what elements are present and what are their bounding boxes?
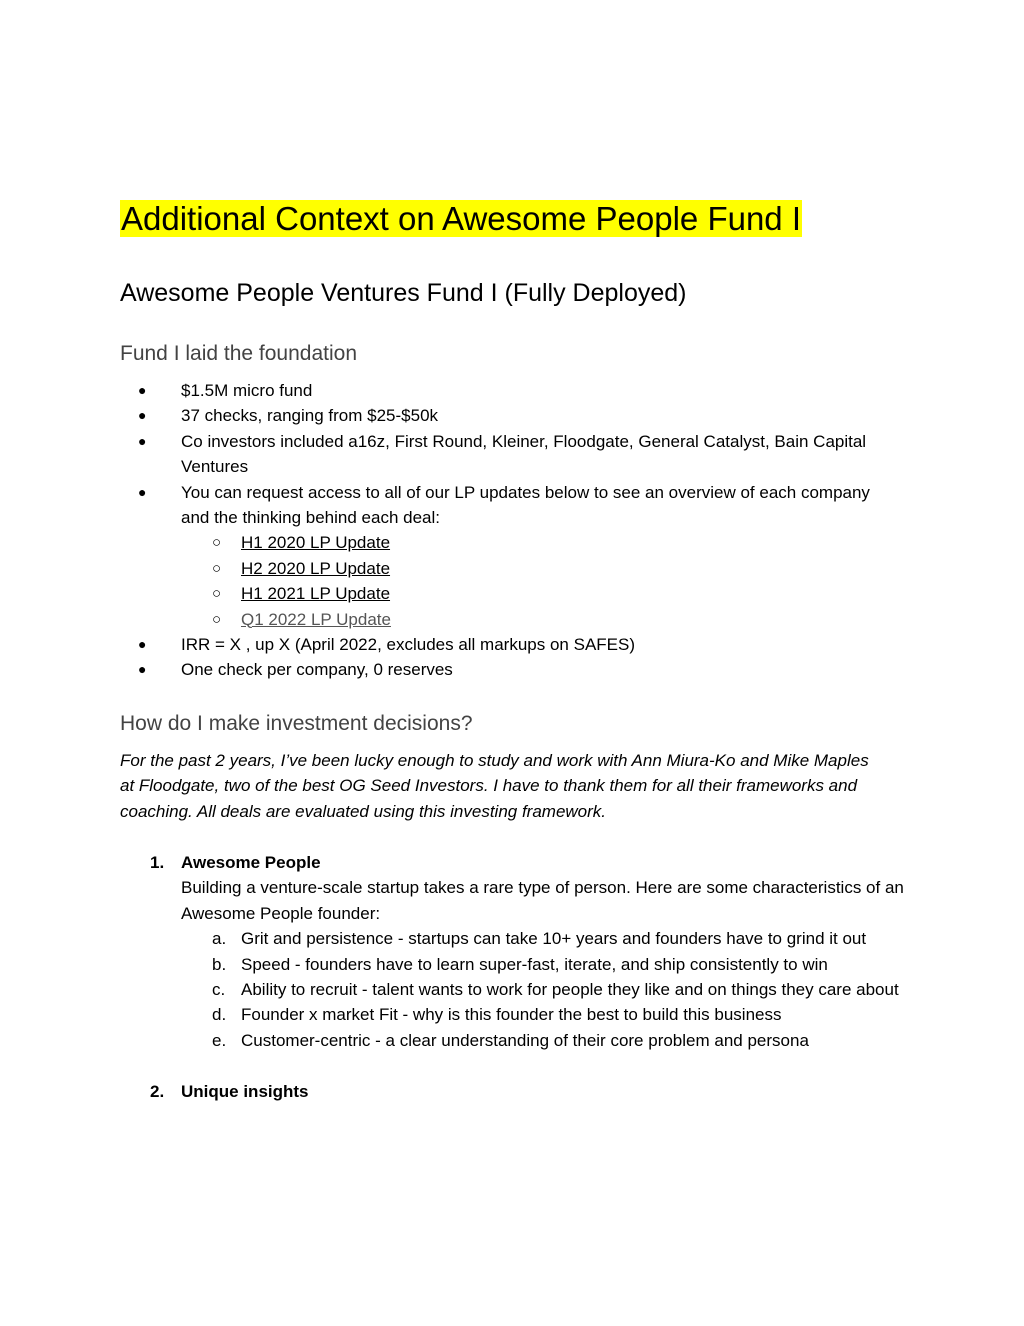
lp-update-item — [181, 607, 900, 632]
lp-update-item — [181, 556, 900, 581]
characteristic-item: c. Ability to recruit - talent wants to work for people they like and on things they care about — [181, 977, 910, 1002]
circle-bullet-icon: ○ — [212, 534, 222, 552]
document-title — [120, 197, 802, 241]
list-number: 2. — [150, 1081, 165, 1101]
list-letter: e. — [212, 1030, 227, 1050]
framework-item-description: Building a venture-scale startup takes a rare type of person. Here are some characteristics of an Awesome People founder: — [181, 878, 904, 923]
bullet-item: ● You can request access to all of our LP updates below to see an overview of each company and the thinking behind each deal: ○ H1 2020 LP Update ○ H2 2020 LP Update ○ H1 2021 LP Update ○ Q1 2022 LP Update — [120, 480, 900, 632]
bullet-item: ● Co investors included a16z, First Round, Kleiner, Floodgate, General Catalyst, Bain Capital Ventures — [120, 429, 900, 480]
list-letter: c. — [212, 980, 226, 1000]
framework-item-awesome-people — [120, 850, 910, 1053]
bullet-item: ● $1.5M micro fund — [120, 378, 900, 403]
bullet-item: ● 37 checks, ranging from $25-$50k — [120, 403, 900, 428]
bullet-dot-icon: ● — [138, 636, 147, 653]
bullet-dot-icon: ● — [138, 483, 147, 500]
characteristic-item: b. Speed - founders have to learn super-fast, iterate, and ship consistently to win — [181, 952, 910, 977]
bullet-item: ● One check per company, 0 reserves — [120, 657, 900, 682]
lp-update-link-h1-2021[interactable]: H1 2021 LP Update — [241, 584, 391, 604]
framework-item-title: Unique insights — [181, 1081, 309, 1101]
list-letter: d. — [212, 1005, 227, 1025]
circle-bullet-icon: ○ — [212, 559, 222, 577]
founder-characteristics-list — [181, 926, 910, 1053]
characteristic-item: a. Grit and persistence - startups can take 10+ years and founders have to grind it out — [181, 926, 910, 951]
list-number: 1. — [150, 853, 165, 872]
bullet-dot-icon: ● — [138, 382, 147, 398]
fund-subtitle: Awesome People Ventures Fund I (Fully Deployed) — [120, 279, 687, 307]
bullet-item: ● IRR = X , up X (April 2022, excludes all markups on SAFES) — [120, 632, 900, 657]
circle-bullet-icon: ○ — [212, 610, 222, 628]
lp-update-link-list — [181, 530, 900, 632]
bullet-dot-icon: ● — [138, 407, 147, 424]
list-letter: b. — [212, 954, 227, 974]
bullet-dot-icon: ● — [138, 432, 147, 449]
bullet-dot-icon: ● — [138, 661, 147, 678]
list-letter: a. — [212, 929, 227, 949]
lp-update-link-h2-2020[interactable]: H2 2020 LP Update — [241, 558, 391, 578]
framework-numbered-list — [120, 850, 910, 1104]
characteristic-item: d. Founder x market Fit - why is this founder the best to build this business — [181, 1002, 910, 1027]
circle-bullet-icon: ○ — [212, 585, 222, 603]
lp-update-item — [181, 581, 900, 606]
section-heading-decisions: How do I make investment decisions? — [120, 712, 473, 735]
lp-update-link-q1-2022[interactable]: Q1 2022 LP Update — [241, 609, 391, 629]
framework-item-title: Awesome People — [181, 853, 321, 872]
characteristic-item: e. Customer-centric - a clear understanding of their core problem and persona — [181, 1028, 910, 1053]
framework-intro-paragraph: For the past 2 years, I’ve been lucky enough to study and work with Ann Miura-Ko and Mike Maples at Floodgate, two of the best OG Seed Investors. I have to thank them for all their frameworks and coaching. All deals are evaluated using this investing framework. — [120, 751, 869, 821]
lp-update-link-h1-2020[interactable]: H1 2020 LP Update — [241, 533, 391, 553]
section-heading-foundation: Fund I laid the foundation — [120, 342, 358, 365]
framework-item-unique-insights — [120, 1079, 910, 1104]
lp-update-item — [181, 530, 900, 555]
fund-bullet-list — [120, 378, 900, 683]
title-highlight: Additional Context on Awesome People Fund I — [121, 200, 801, 237]
